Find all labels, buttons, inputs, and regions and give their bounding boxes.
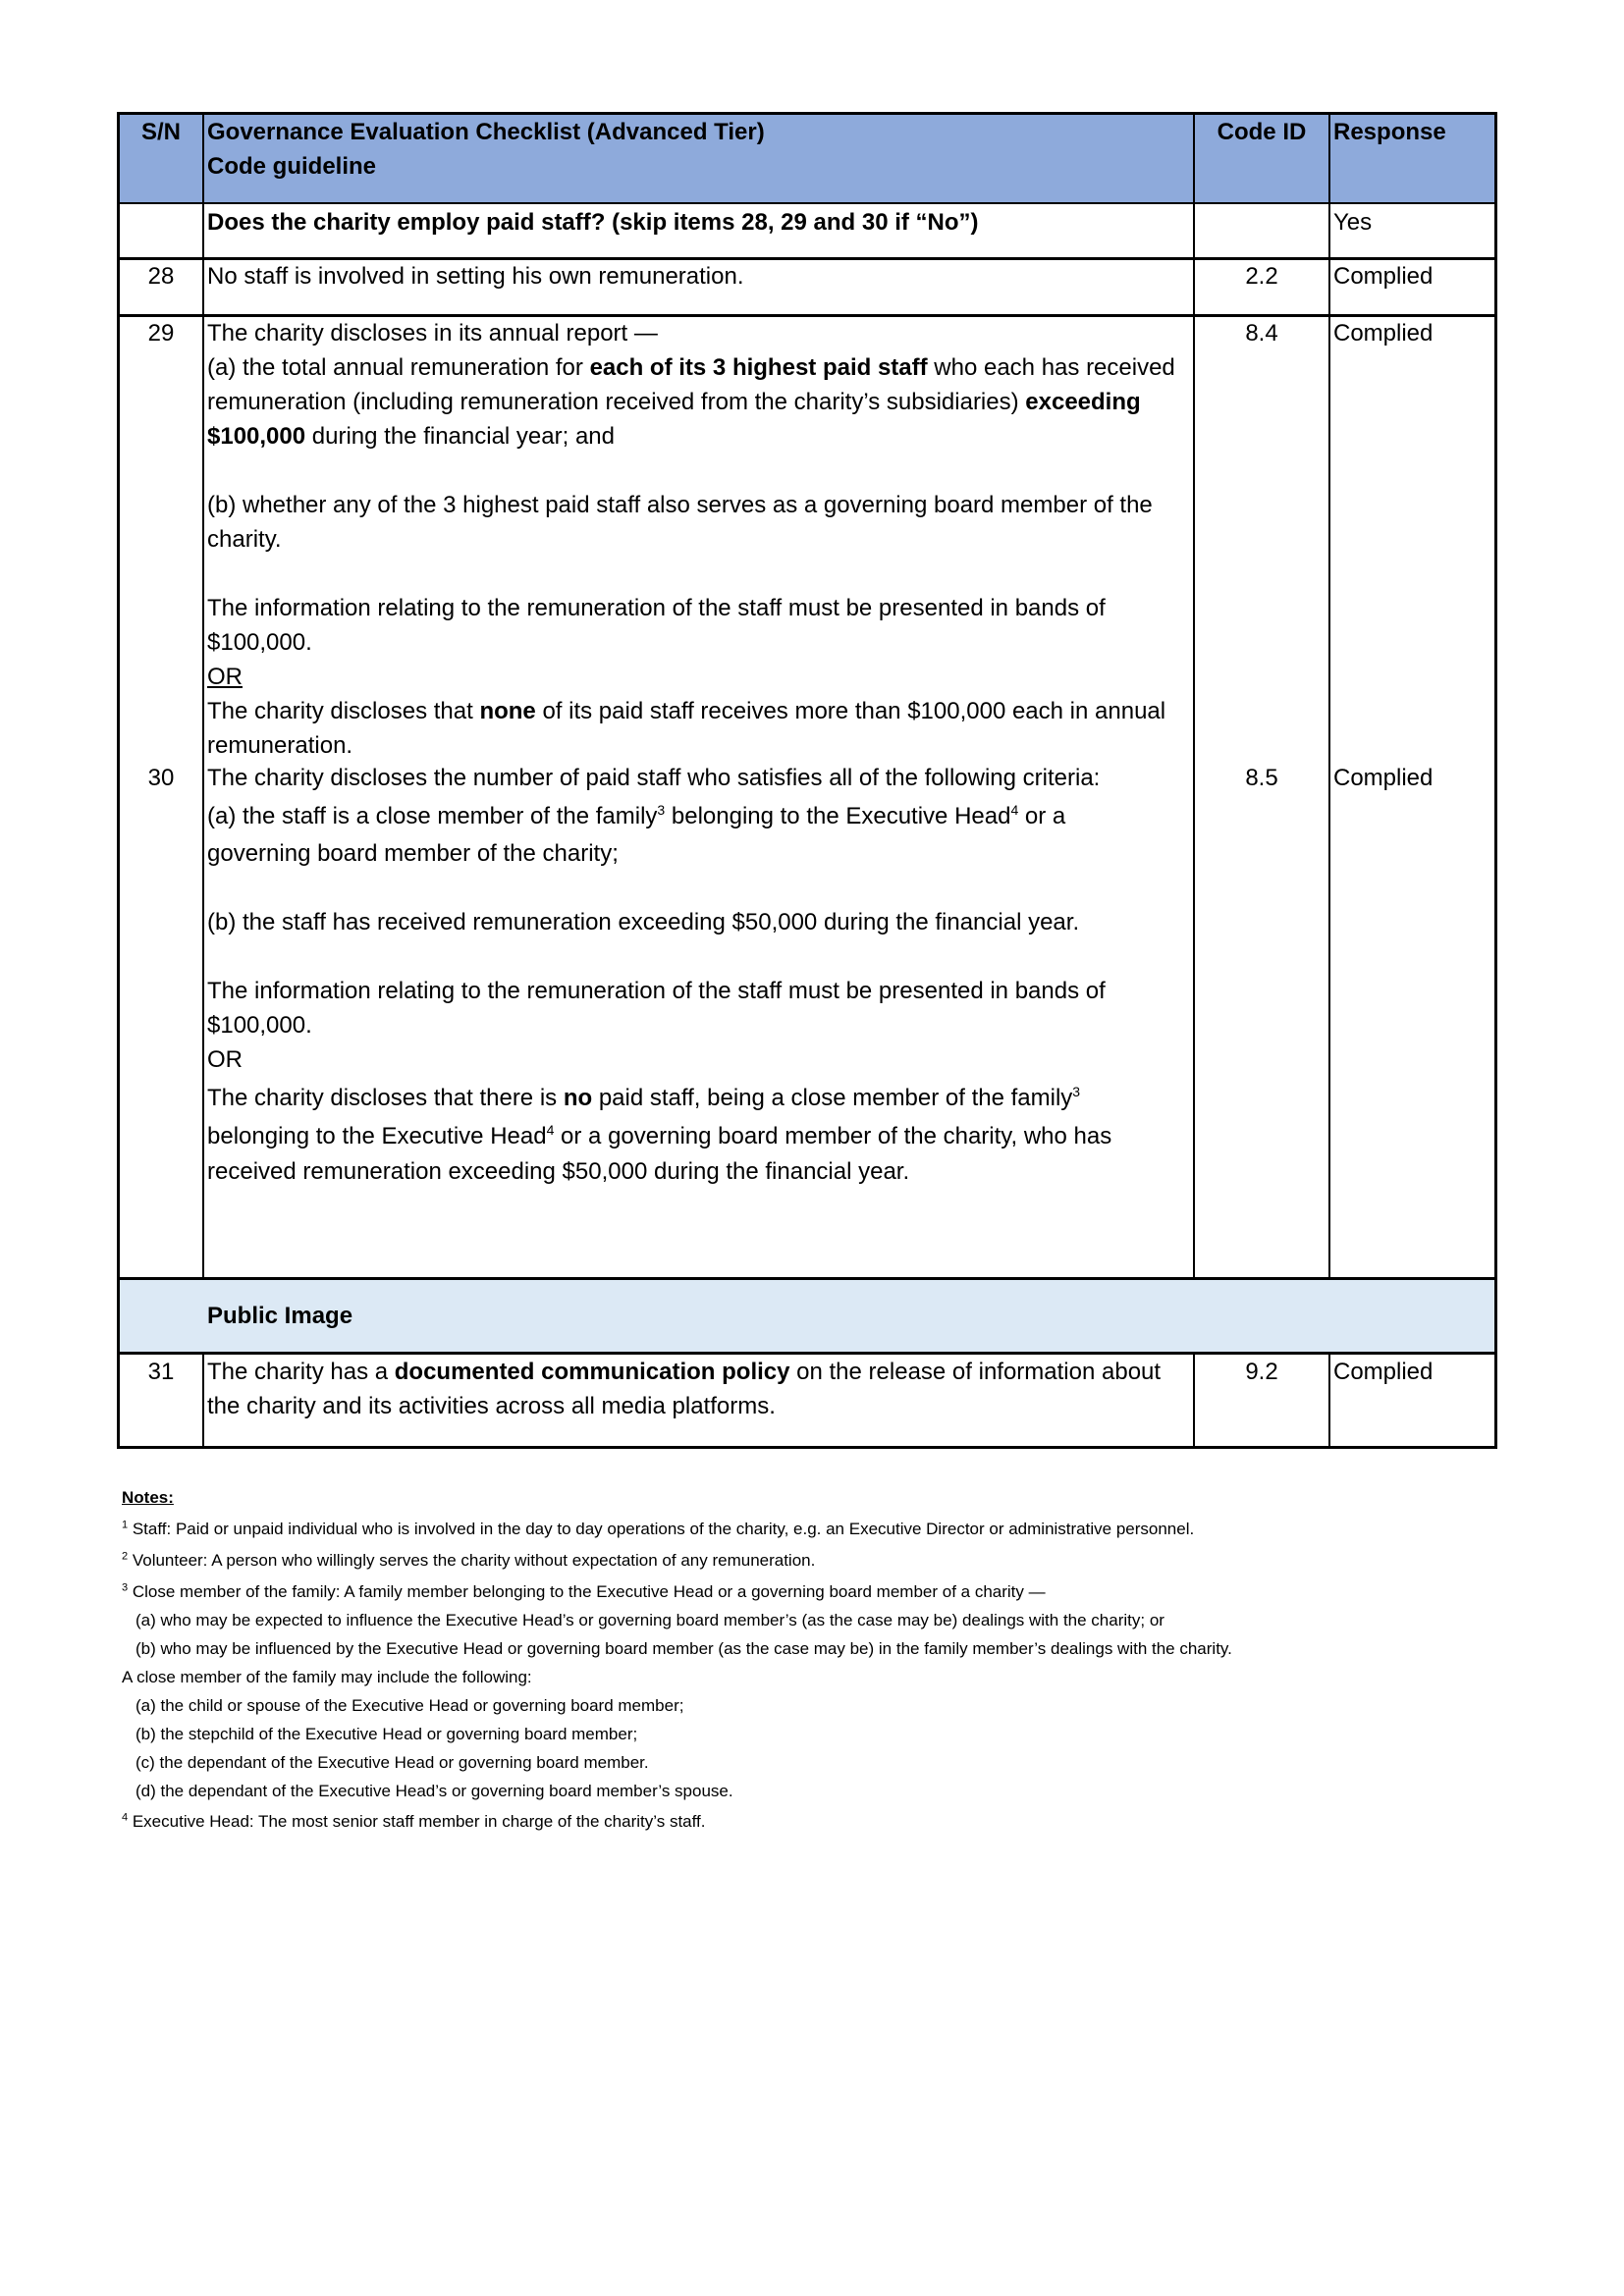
table-border [1328,1353,1330,1448]
item-29-sn: 29 [147,320,175,347]
text-run: none [479,698,536,724]
item-28-text: No staff is involved in setting his own remuneration. [207,263,744,290]
text-run: The charity has a [207,1359,395,1385]
table-border [202,1353,204,1448]
text-run: or a [1018,803,1066,829]
text-run: (a) the total annual remuneration for [207,354,590,381]
item-29-line: charity. [207,526,282,553]
item-30-line: The charity discloses the number of paid staff who satisfies all of the following criteria: [207,765,1101,791]
text-run: belonging to the Executive Head [207,1123,547,1149]
header-sn: S/N [140,119,181,145]
note-2 [122,1546,815,1575]
item-29-code: 8.4 [1245,320,1278,347]
note-3b: (b) who may be influenced by the Executive Head or governing board member (as the case may be) in the family member’s dealings with the charity. [135,1639,1232,1658]
text-run: paid staff, being a close member of the family [592,1085,1073,1111]
item-30-line: received remuneration exceeding $50,000 during the financial year. [207,1158,910,1185]
footnote-mark: 4 [122,1811,129,1824]
header-subtitle: Code guideline [207,153,377,180]
item-30-line [207,1119,1111,1153]
note-3c1: (a) the child or spouse of the Executive Head or governing board member; [135,1696,684,1715]
text-run: The charity discloses that there is [207,1085,564,1111]
item-30-response: Complied [1333,765,1434,791]
item-30-line [207,799,1065,833]
note-text: Close member of the family: A family member belonging to the Executive Head or a governing board member of a charity — [128,1582,1046,1601]
note-3 [122,1577,1046,1606]
section-title: Public Image [207,1303,353,1329]
table-border [117,1277,1497,1280]
text-run: belonging to the Executive Head [665,803,1011,829]
item-30-line: The information relating to the remuneration of the staff must be presented in bands of [207,978,1106,1004]
item-29-line: remuneration. [207,732,353,759]
text-run: no [563,1085,593,1111]
footnote-ref: 3 [1072,1084,1081,1099]
note-text: Volunteer: A person who willingly serves the charity without expectation of any remuneration. [128,1551,816,1570]
text-run: who each has received [927,354,1175,381]
item-29-line: The information relating to the remuneration of the staff must be presented in bands of [207,595,1106,621]
note-text: Staff: Paid or unpaid individual who is involved in the day to day operations of the charity, e.g. an Executive Director or administrative personnel. [128,1520,1195,1538]
note-3c2: (b) the stepchild of the Executive Head or governing board member; [135,1725,638,1743]
item-31-code: 9.2 [1245,1359,1278,1385]
note-3c3: (c) the dependant of the Executive Head or governing board member. [135,1753,649,1772]
note-3a: (a) who may be expected to influence the Executive Head’s or governing board member’s (as the case may be) dealings with the charity; or [135,1611,1164,1629]
item-29-line: (b) whether any of the 3 highest paid staff also serves as a governing board member of the [207,492,1153,518]
item-30-line [207,1081,1080,1115]
text-run: during the financial year; and [305,423,615,450]
item-30-line: $100,000. [207,1012,312,1039]
item-30-code: 8.5 [1245,765,1278,791]
item-30-line: governing board member of the charity; [207,840,619,867]
text-run: or a governing board member of the charity, who has [554,1123,1112,1149]
item-31-line: the charity and its activities across all media platforms. [207,1393,776,1419]
note-text: Executive Head: The most senior staff member in charge of the charity’s staff. [128,1812,706,1831]
item-28-sn: 28 [147,263,175,290]
item-31-sn: 31 [147,1359,175,1385]
item-28-code: 2.2 [1245,263,1278,290]
note-4 [122,1807,705,1836]
item-29-line: $100,000. [207,629,312,656]
item-29-line [207,694,1165,728]
footnote-mark: 2 [122,1550,129,1563]
header-title: Governance Evaluation Checklist (Advanced Tier) [207,119,765,145]
item-30-sn: 30 [147,765,175,791]
item-29-response: Complied [1333,320,1434,347]
paid-staff-question: Does the charity employ paid staff? (skip items 28, 29 and 30 if “No”) [207,209,979,236]
note-3c4: (d) the dependant of the Executive Head’s or governing board member’s spouse. [135,1782,733,1800]
notes-heading: Notes: [122,1488,174,1507]
table-border [202,112,204,1279]
footnote-ref: 3 [657,802,666,818]
header-response: Response [1333,119,1446,145]
text-run: on the release of information about [789,1359,1162,1385]
item-28-response: Complied [1333,263,1434,290]
paid-staff-response: Yes [1333,209,1373,236]
header-code-id: Code ID [1217,119,1307,145]
text-run: $100,000 [207,423,306,450]
text-run: exceeding [1025,389,1141,415]
item-29-line [207,419,615,454]
note-1 [122,1515,1194,1543]
item-31-line [207,1355,1161,1389]
item-30-line: (b) the staff has received remuneration exceeding $50,000 during the financial year. [207,909,1080,935]
footnote-ref: 4 [546,1122,555,1138]
text-run: (a) the staff is a close member of the family [207,803,658,829]
footnote-mark: 3 [122,1581,129,1594]
text-run: documented communication policy [394,1359,790,1385]
item-30-or: OR [207,1046,243,1073]
item-29-line [207,350,1175,385]
text-run: of its paid staff receives more than $100,000 each in annual [535,698,1166,724]
table-border [117,202,1497,204]
item-31-response: Complied [1333,1359,1434,1385]
table-border [1494,112,1497,1449]
item-29-line [207,385,1141,419]
item-29-or: OR [207,664,243,690]
footnote-ref: 4 [1010,802,1019,818]
footnote-mark: 1 [122,1519,129,1531]
table-border [1328,112,1330,1279]
text-run: remuneration (including remuneration received from the charity’s subsidiaries) [207,389,1026,415]
text-run: each of its 3 highest paid staff [589,354,928,381]
table-border [117,1446,1497,1449]
note-3c: A close member of the family may include the following: [122,1668,532,1686]
item-29-line: The charity discloses in its annual report — [207,320,658,347]
text-run: The charity discloses that [207,698,480,724]
